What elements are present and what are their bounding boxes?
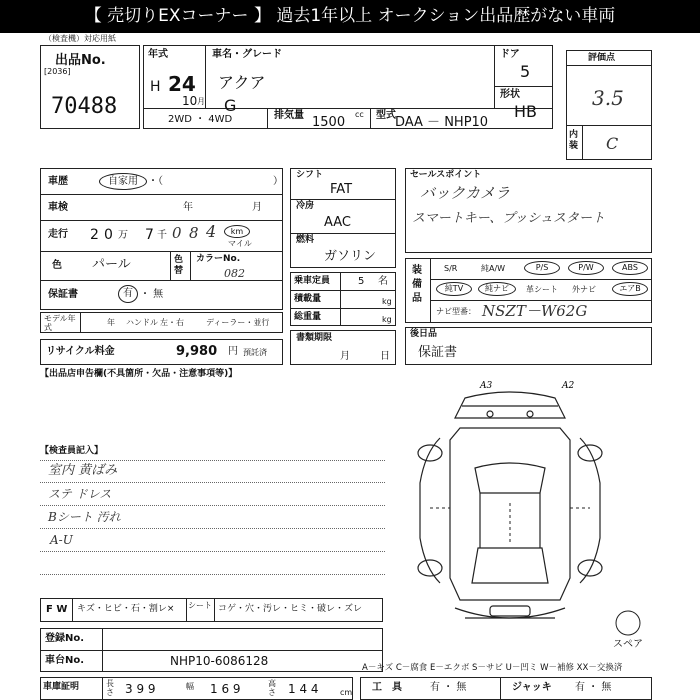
warranty-label: 保証書 <box>48 289 78 300</box>
ac-value: AAC <box>324 215 351 230</box>
doors-value: 5 <box>520 62 531 81</box>
top-note: （検査機）対応用紙 <box>44 34 116 43</box>
parts-label: 後日品 <box>410 329 438 339</box>
history-value: 自家用 <box>99 173 147 190</box>
capacity-unit: 名 <box>378 276 388 287</box>
sheet-label: シート <box>188 601 212 610</box>
recycle-value: 9,980 <box>176 344 218 359</box>
model-grade: G <box>224 96 237 115</box>
equip-airbag: エアB <box>612 282 648 296</box>
color-code: 082 <box>224 267 245 280</box>
equip-extnavi: 外ナビ <box>572 285 596 294</box>
docs-label: 書類期限 <box>296 333 333 343</box>
displacement-value: 1500 <box>312 115 346 130</box>
cert-width-label: 幅 <box>186 682 194 691</box>
equipment-label: 装備品 <box>412 265 422 304</box>
history-paren: ・（ ） <box>148 176 283 187</box>
lot-box <box>40 45 140 129</box>
equip-ps: P/S <box>524 261 560 275</box>
color-value: パール <box>92 257 131 272</box>
type-label: 型式 <box>376 110 396 121</box>
equip-seat: 革シート <box>526 285 558 294</box>
gross-label: 総重量 <box>294 312 322 322</box>
capacity-value: 5 <box>358 276 365 287</box>
mileage-d3: 7 <box>145 227 154 243</box>
declare-label: 【出品店申告欄(不具箇所・欠品・注意事項等)】 <box>40 369 238 379</box>
recycle-note: 預託済 <box>243 348 267 357</box>
model-name: アクア <box>218 73 266 92</box>
recycle-unit: 円 <box>228 346 238 357</box>
warranty-rest: ・ 無 <box>140 289 164 300</box>
mileage-km: km <box>224 225 250 238</box>
spare-label: スペア <box>613 639 643 650</box>
cert-label: 車庫証明 <box>43 682 80 692</box>
load-label: 積載量 <box>294 294 322 304</box>
lot-code: [2036] <box>44 67 71 76</box>
equip-pw: P/W <box>568 261 604 275</box>
lot-label: 出品No. <box>55 53 106 68</box>
car-diagram <box>400 378 650 648</box>
fw-label: F W <box>46 604 68 615</box>
cert-len-label: 長さ <box>106 679 114 697</box>
banner-title: 【 売切りEXコーナー 】 過去1年以上 オークション出品歴がない車両 <box>0 0 700 33</box>
shift-value: FAT <box>330 182 353 197</box>
year-month: 10 <box>182 94 198 108</box>
color-code-label: カラーNo. <box>196 254 241 264</box>
interior-value: C <box>606 134 619 153</box>
color-label: 色 <box>52 260 62 271</box>
type-value: DAA － NHP10 <box>395 115 489 130</box>
cert-height-label: 高さ <box>268 679 276 697</box>
inspector-label: 【検査員記入】 <box>40 446 104 456</box>
ac-label: 冷房 <box>296 201 315 211</box>
model-year-label: モデル年式 <box>44 314 76 332</box>
mileage-sen: 千 <box>157 230 167 241</box>
chassis-label: 車台No. <box>45 655 85 666</box>
model-year-handle: ハンドル <box>126 318 158 327</box>
navi-model: NSZT－W62G <box>482 302 588 320</box>
inspection-month: 月 <box>252 202 262 213</box>
mileage-d5: 8 <box>189 224 199 242</box>
lot-number: 70488 <box>51 94 118 119</box>
cert-width-value: 1 6 9 <box>210 682 241 696</box>
inspector-line1: 室内 黄ばみ <box>48 463 118 478</box>
damage-legend: A－キズ C－腐食 E－エクボ S－サビ U－凹ミ W－補修 XX－交換済 <box>362 663 623 673</box>
equip-abs: ABS <box>612 261 648 275</box>
sales-line2: スマートキー、プッシュスタート <box>412 211 606 226</box>
mileage-mile: マイル <box>228 239 252 248</box>
tools-value: 有 ・ 無 <box>430 682 467 693</box>
sales-label: セールスポイント <box>410 170 482 180</box>
year-month-unit: 月 <box>197 97 205 106</box>
mileage-d1: 2 <box>90 227 99 243</box>
cert-height-value: 1 4 4 <box>288 682 319 696</box>
sales-line1: バックカメラ <box>420 184 511 202</box>
inspector-line3: Bシート 汚れ <box>48 510 121 524</box>
model-year-year: 年 <box>107 318 115 327</box>
year-value: 24 <box>168 72 196 96</box>
interior-label: 内装 <box>569 130 579 151</box>
drive-text: 2WD ・ 4WD <box>168 114 233 125</box>
model-label: 車名・グレード <box>212 49 282 60</box>
jack-value: 有 ・ 無 <box>575 682 612 693</box>
mileage-d4: 0 <box>172 224 182 242</box>
inspector-line2: ステ ドレス <box>48 487 112 501</box>
inspector-line4: A-U <box>50 533 73 547</box>
score-label: 評価点 <box>588 53 616 63</box>
fw-items: キズ・ヒビ・石・割レ× <box>77 604 175 614</box>
model-year-lr: 左・右 <box>160 318 184 327</box>
equip-navi: 純ナビ <box>478 282 516 296</box>
mileage-label: 走行 <box>48 229 68 240</box>
equip-tv: 純TV <box>436 282 472 296</box>
mileage-d6: 4 <box>206 222 217 241</box>
cert-cm: cm <box>340 688 353 697</box>
doors-label: ドア <box>500 49 520 60</box>
shape-label: 形状 <box>500 89 520 100</box>
docs-month: 月 <box>340 351 350 362</box>
parts-value: 保証書 <box>418 345 458 360</box>
shift-label: シフト <box>296 170 324 180</box>
recycle-label: リサイクル料金 <box>46 346 115 357</box>
warranty-value: 有 <box>118 285 138 303</box>
displacement-label: 排気量 <box>274 110 304 121</box>
score-value: 3.5 <box>592 86 624 110</box>
history-label: 車歴 <box>48 176 68 187</box>
docs-day: 日 <box>380 351 390 362</box>
mileage-d2: 0 <box>104 227 113 243</box>
fuel-value: ガソリン <box>324 249 377 264</box>
inspection-year: 年 <box>183 202 193 213</box>
damage-mark-a2: A2 <box>562 381 575 391</box>
color-change-label: 色替 <box>174 255 184 276</box>
year-era: H <box>150 79 161 95</box>
gross-unit: kg <box>382 315 392 324</box>
cert-len-value: 3 9 9 <box>125 682 156 696</box>
fuel-label: 燃料 <box>296 235 315 245</box>
reg-label: 登録No. <box>45 633 85 644</box>
jack-label: ジャッキ <box>512 682 552 693</box>
navi-label: ナビ型番： <box>436 307 476 316</box>
chassis-value: NHP10-6086128 <box>170 654 269 668</box>
inspection-label: 車検 <box>48 202 68 213</box>
shape-value: HB <box>514 102 538 121</box>
displacement-unit: cc <box>355 110 364 119</box>
tools-label: 工 具 <box>372 682 402 693</box>
year-label: 年式 <box>148 49 168 60</box>
mileage-man: 万 <box>118 230 128 241</box>
model-year-dealer: ディーラー・並行 <box>206 318 270 327</box>
capacity-label: 乗車定員 <box>294 276 331 286</box>
damage-mark-a3: A3 <box>480 381 493 391</box>
load-unit: kg <box>382 297 392 306</box>
equip-sr: S/R <box>444 264 458 273</box>
sheet-items: コゲ・穴・汚レ・ヒミ・破レ・ズレ <box>218 604 363 614</box>
equip-aw: 純A/W <box>481 264 506 273</box>
